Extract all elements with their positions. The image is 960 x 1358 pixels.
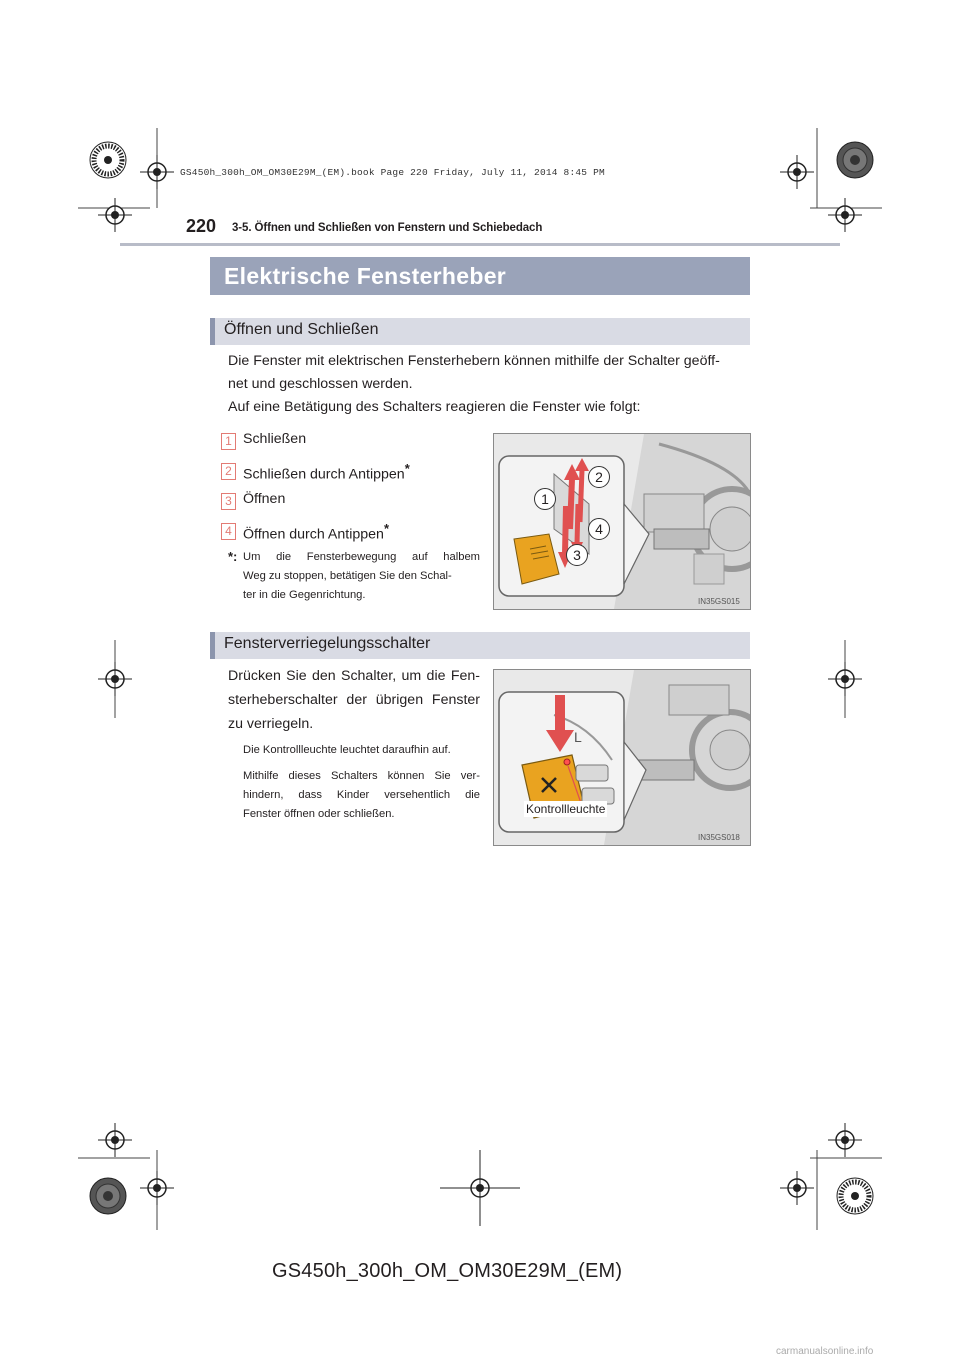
starburst-target-icon	[837, 142, 873, 178]
svg-text:L: L	[574, 729, 582, 745]
header-rule	[120, 243, 840, 246]
intro-line: Auf eine Betätigung des Schalters reagieren die Fenster wie folgt:	[228, 399, 641, 415]
list-item-label: Öffnen	[243, 491, 286, 507]
lock-line: Drücken Sie den Schalter, um die Fen-	[228, 668, 480, 684]
starburst-target-icon	[90, 142, 126, 178]
list-item-close	[243, 431, 306, 447]
window-switch-illustration	[494, 434, 750, 609]
starburst-target-icon	[837, 1178, 873, 1214]
lock-line: sterheberschalter der übrigen Fenster	[228, 692, 480, 708]
registration-target-icon	[828, 1123, 862, 1157]
figure-code: IN35GS018	[698, 833, 740, 842]
list-number-2: 2	[221, 463, 236, 480]
section-breadcrumb: 3-5. Öffnen und Schließen von Fenstern und Schiebedach	[232, 222, 543, 234]
figure-code: IN35GS015	[698, 597, 740, 606]
footnote-line: ter in die Gegenrichtung.	[243, 589, 366, 601]
list-item-label: Schließen	[243, 431, 307, 447]
registration-target-icon	[98, 198, 132, 232]
watermark: carmanualsonline.info	[776, 1346, 874, 1357]
callout-4: 4	[588, 518, 610, 540]
starburst-target-icon	[90, 1178, 126, 1214]
callout-2: 2	[588, 466, 610, 488]
footnote-star: *	[383, 521, 389, 536]
list-item-label: Öffnen durch Antippen	[243, 526, 384, 543]
indicator-label: Kontrollleuchte	[526, 802, 606, 816]
footnote-marker: *:	[228, 549, 238, 564]
intro-line: net und geschlossen werden.	[228, 376, 413, 392]
registration-target-icon	[780, 1171, 814, 1205]
page-title: Elektrische Fensterheber	[224, 263, 507, 289]
section-heading-accent	[210, 318, 215, 345]
page-number: 220	[186, 216, 217, 236]
registration-target-icon	[828, 198, 862, 232]
registration-target-icon	[828, 662, 862, 696]
list-item-open	[243, 491, 285, 507]
window-lock-figure	[493, 669, 751, 846]
callout-1: 1	[534, 488, 556, 510]
registration-target-icon	[140, 155, 174, 189]
list-item-open-one-touch	[243, 521, 389, 543]
list-item-close-one-touch	[243, 461, 410, 483]
registration-target-icon	[140, 1171, 174, 1205]
list-number-4: 4	[221, 523, 236, 540]
window-switch-figure	[493, 433, 751, 610]
footnote-line: Weg zu stoppen, betätigen Sie den Schal-	[243, 570, 452, 582]
list-number-3: 3	[221, 493, 236, 510]
registration-target-icon	[98, 1123, 132, 1157]
footnote-text	[243, 548, 480, 605]
indicator-note: Die Kontrollleuchte leuchtet daraufhin auf.	[243, 744, 451, 756]
footnote-line: Um die Fensterbewegung auf halbem	[243, 551, 480, 563]
note-line: Fenster öffnen oder schließen.	[243, 808, 395, 820]
callout-3: 3	[566, 544, 588, 566]
list-number-1: 1	[221, 433, 236, 450]
registration-target-icon	[780, 155, 814, 189]
section-heading-accent	[210, 632, 215, 659]
print-info-line: GS450h_300h_OM_OM30E29M_(EM).book Page 220 Friday, July 11, 2014 8:45 PM	[180, 167, 605, 178]
footnote-star: *	[404, 461, 410, 476]
note-line: hindern, dass Kinder versehentlich die	[243, 789, 480, 801]
note-line: Mithilfe dieses Schalters können Sie ver-	[243, 770, 480, 782]
intro-paragraph	[228, 350, 758, 419]
child-safety-note	[243, 767, 480, 824]
registration-target-icon	[440, 1150, 520, 1226]
document-code-footer: GS450h_300h_OM_OM30E29M_(EM)	[272, 1260, 623, 1282]
intro-line: Die Fenster mit elektrischen Fensterhebern können mithilfe der Schalter geöff-	[228, 353, 720, 369]
window-lock-illustration	[494, 670, 750, 845]
section-heading-open-close: Öffnen und Schließen	[224, 321, 379, 338]
section-heading-window-lock: Fensterverriegelungsschalter	[224, 635, 431, 652]
lock-description	[228, 664, 480, 736]
list-item-label: Schließen durch Antippen	[243, 466, 405, 483]
registration-target-icon	[98, 662, 132, 696]
lock-line: zu verriegeln.	[228, 716, 314, 732]
